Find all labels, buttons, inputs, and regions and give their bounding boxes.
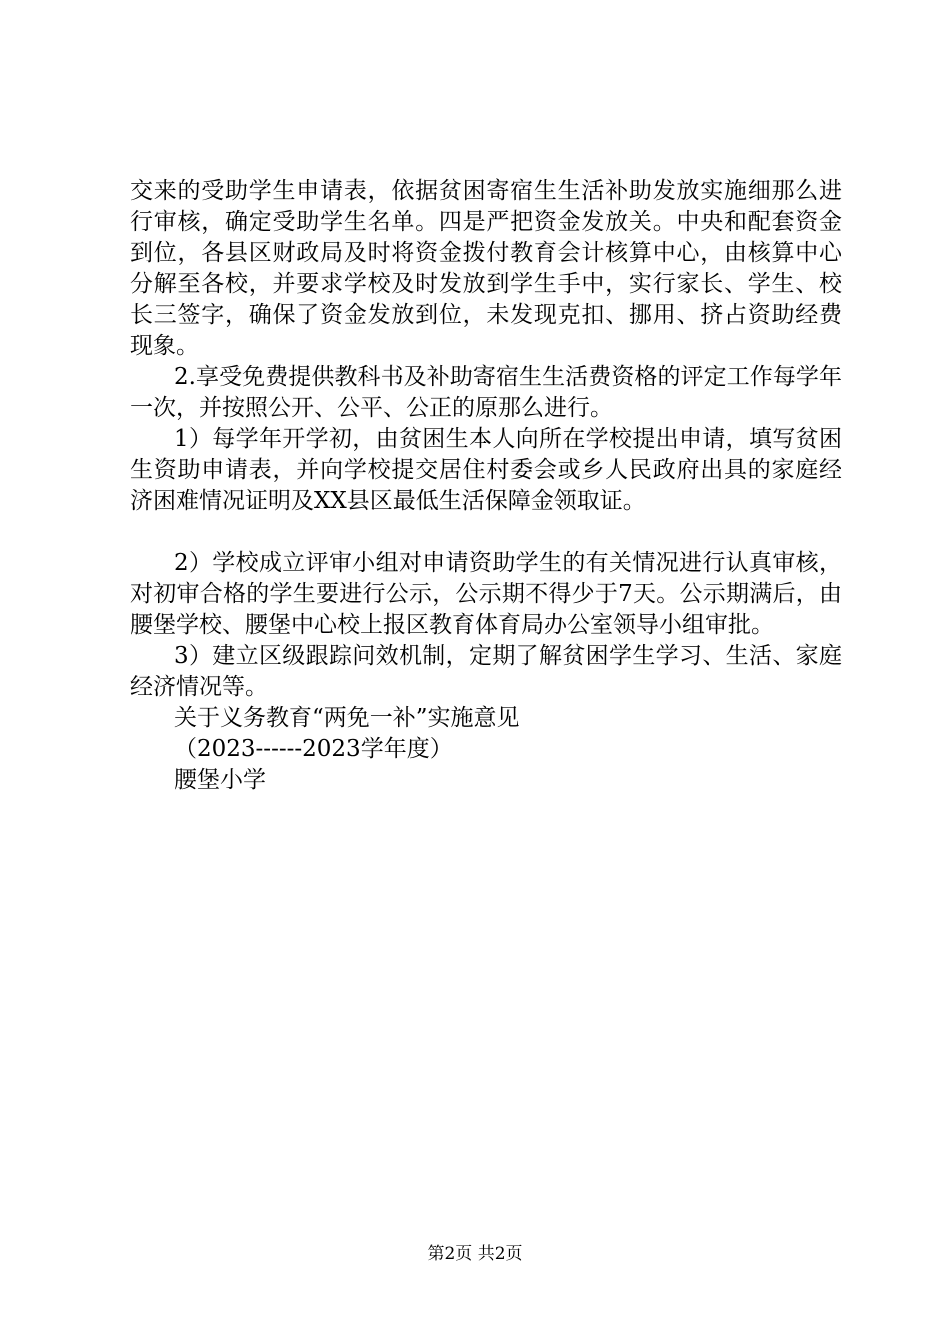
page-footer: 第2页 共2页 (427, 1244, 523, 1264)
paragraph-sub-3: 3）建立区级跟踪问效机制，定期了解贫困学生学习、生活、家庭经济情况等。 (130, 643, 842, 700)
paragraph-spacer (130, 517, 842, 548)
document-title-line: 关于义务教育“两免一补”实施意见 (174, 705, 520, 731)
paragraph-sub-2: 2）学校成立评审小组对申请资助学生的有关情况进行认真审核，对初审合格的学生要进行公示，公示期不得少于7天。公示期满后，由腰堡学校、腰堡中心校上报区教育体育局办公室领导小组审批。 (130, 550, 842, 638)
paragraph-continuation: 交来的受助学生申请表，依据贫困寄宿生生活补助发放实施细那么进行审核，确定受助学生名单。四是严把资金发放关。中央和配套资金到位，各县区财政局及时将资金拨付教育会计核算中心，由核算中心分解至各校，并要求学校及时发放到学生手中，实行家长、学生、校长三签字，确保了资金发放到位，未发现克扣、挪用、挤占资助经费现象。 (130, 178, 842, 359)
document-body (130, 176, 842, 796)
school-name-line: 腰堡小学 (174, 767, 266, 793)
paragraph-sub-1: 1）每学年开学初，由贫困生本人向所在学校提出申请，填写贫困生资助申请表，并向学校提交居住村委会或乡人民政府出具的家庭经济困难情况证明及XX县区最低生活保障金领取证。 (130, 426, 842, 514)
school-year-line: （2023------2023学年度） (174, 736, 453, 762)
paragraph-item-2: 2.享受免费提供教科书及补助寄宿生生活费资格的评定工作每学年一次，并按照公开、公平、公正的原那么进行。 (130, 364, 842, 421)
